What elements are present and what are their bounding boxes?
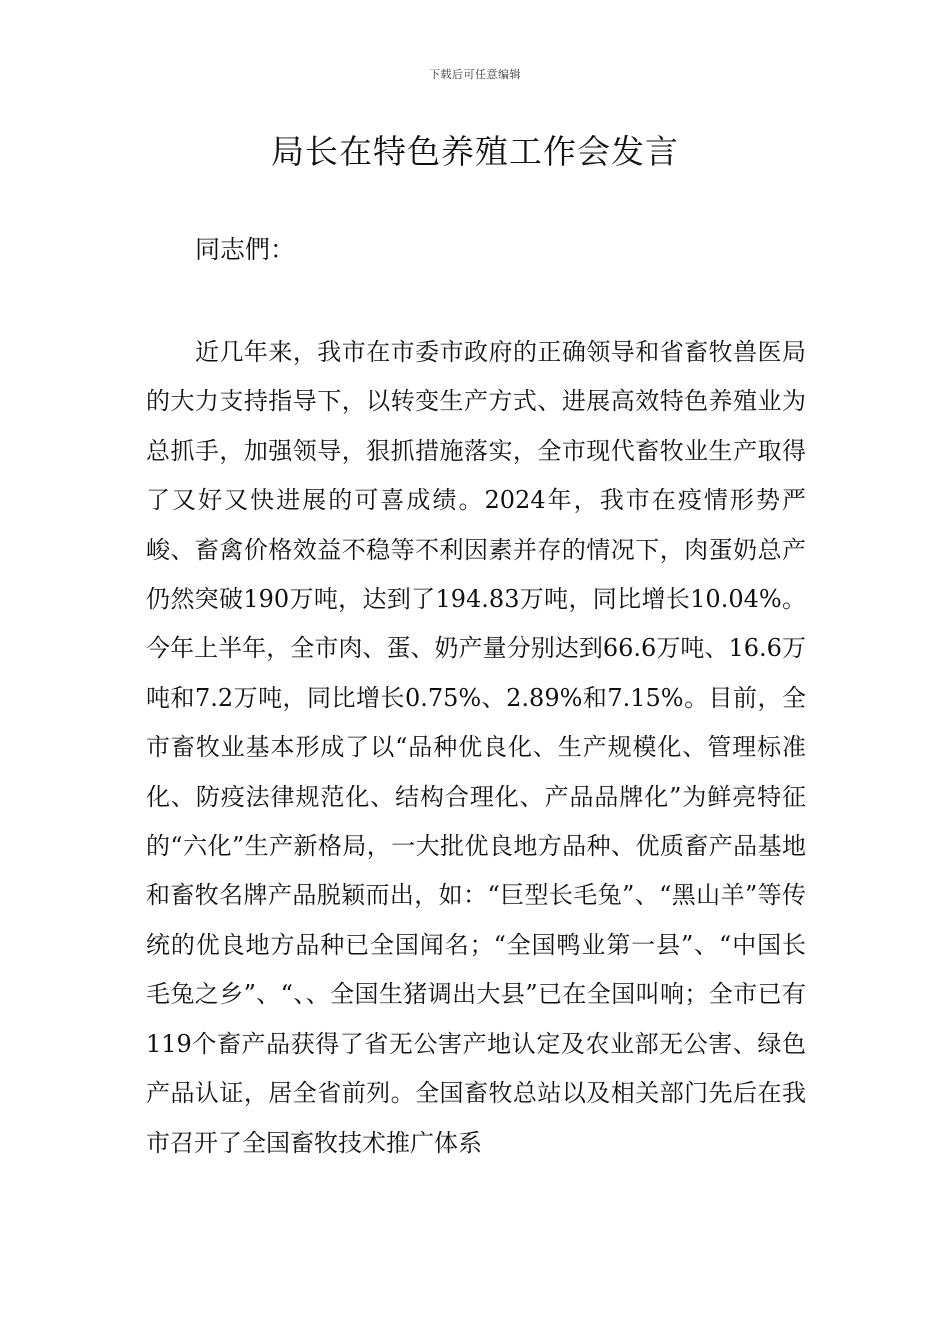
document-title: 局长在特色养殖工作会发言	[271, 132, 679, 171]
greeting-line: 同志們：	[195, 235, 296, 264]
body-paragraph: 近几年来，我市在市委市政府的正确领导和省畜牧兽医局的大力支持指导下，以转变生产方式、进展高效特色养殖业为总抓手，加强领导，狠抓措施落实，全市现代畜牧业生产取得了又好又快进展的可喜成绩。2024年，我市在疫情形势严峻、畜禽价格效益不稳等不利因素并存的情况下，肉蛋奶总产仍然突破190万吨，达到了194.83万吨，同比增长10.04%。今年上半年，全市肉、蛋、奶产量分别达到66.6万吨、16.6万吨和7.2万吨，同比增长0.75%、2.89%和7.15%。目前，全市畜牧业基本形成了以“品种优良化、生产规模化、管理标准化、防疫法律规范化、结构合理化、产品品牌化”为鲜亮特征的“六化”生产新格局，一大批优良地方品种、优质畜产品基地和畜牧名牌产品脱颖而出，如：“巨型长毛兔”、“黑山羊”等传统的优良地方品种已全国闻名；“全国鸭业第一县”、“中国长毛兔之乡”、“、、全国生猪调出大县”已在全国叫响；全市已有119个畜产品获得了省无公害产地认定及农业部无公害、绿色产品认证，居全省前列。全国畜牧总站以及相关部门先后在我市召开了全国畜牧技术推广体系	[146, 338, 806, 1157]
header-note: 下载后可任意编辑	[429, 68, 521, 81]
